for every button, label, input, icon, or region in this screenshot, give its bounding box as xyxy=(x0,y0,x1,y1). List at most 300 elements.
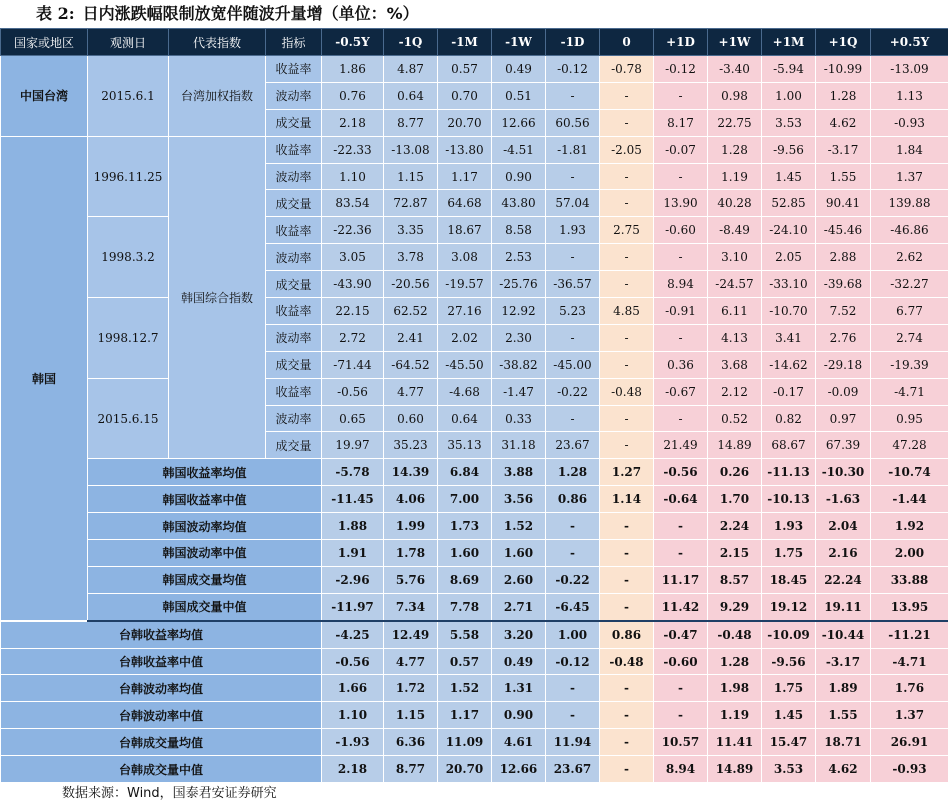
metric-cell: 成交量 xyxy=(266,190,322,217)
value-cell: -0.60 xyxy=(654,648,708,675)
value-cell: 11.09 xyxy=(438,729,492,756)
value-cell: 4.87 xyxy=(384,56,438,83)
date-cell: 2015.6.15 xyxy=(88,378,169,459)
value-cell: 0.60 xyxy=(384,405,438,432)
value-cell: 64.68 xyxy=(438,190,492,217)
value-cell: 2.72 xyxy=(322,324,384,351)
value-cell: 1.88 xyxy=(322,513,384,540)
value-cell: 5.76 xyxy=(384,566,438,593)
value-cell: 13.90 xyxy=(654,190,708,217)
value-cell: -0.60 xyxy=(654,217,708,244)
value-cell: 1.27 xyxy=(600,459,654,486)
value-cell: 15.47 xyxy=(762,729,816,756)
value-cell: -64.52 xyxy=(384,351,438,378)
metric-cell: 成交量 xyxy=(266,271,322,298)
value-cell: 20.70 xyxy=(438,756,492,783)
column-header: -1M xyxy=(438,29,492,56)
column-header: +1M xyxy=(762,29,816,56)
value-cell: -0.47 xyxy=(654,621,708,648)
value-cell: -1.93 xyxy=(322,729,384,756)
metric-cell: 波动率 xyxy=(266,163,322,190)
value-cell: -10.44 xyxy=(816,621,871,648)
value-cell: 0.64 xyxy=(438,405,492,432)
value-cell: 57.04 xyxy=(546,190,600,217)
value-cell: 1.93 xyxy=(546,217,600,244)
value-cell: 8.77 xyxy=(384,756,438,783)
value-cell: 1.72 xyxy=(384,675,438,702)
value-cell: - xyxy=(546,244,600,271)
value-cell: 33.88 xyxy=(871,566,948,593)
value-cell: 0.57 xyxy=(438,648,492,675)
value-cell: 2.60 xyxy=(492,566,546,593)
summary-row xyxy=(1,486,948,513)
value-cell: -11.21 xyxy=(871,621,948,648)
value-cell: -45.50 xyxy=(438,351,492,378)
value-cell: - xyxy=(600,675,654,702)
value-cell: 3.53 xyxy=(762,756,816,783)
value-cell: 0.33 xyxy=(492,405,546,432)
value-cell: -9.56 xyxy=(762,648,816,675)
value-cell: 27.16 xyxy=(438,298,492,325)
value-cell: 40.28 xyxy=(708,190,762,217)
value-cell: 2.18 xyxy=(322,109,384,136)
value-cell: 1.31 xyxy=(492,675,546,702)
value-cell: 83.54 xyxy=(322,190,384,217)
metric-cell: 收益率 xyxy=(266,217,322,244)
metric-cell: 波动率 xyxy=(266,324,322,351)
column-header: 国家或地区 xyxy=(1,29,88,56)
value-cell: 6.77 xyxy=(871,298,948,325)
value-cell: 1.15 xyxy=(384,163,438,190)
table-body xyxy=(1,56,948,783)
value-cell: -45.00 xyxy=(546,351,600,378)
value-cell: - xyxy=(600,244,654,271)
value-cell: 1.84 xyxy=(871,136,948,163)
value-cell: 8.94 xyxy=(654,756,708,783)
value-cell: 4.13 xyxy=(708,324,762,351)
country-cell: 韩国 xyxy=(1,136,88,621)
value-cell: -11.97 xyxy=(322,593,384,620)
value-cell: - xyxy=(600,593,654,620)
value-cell: - xyxy=(654,702,708,729)
value-cell: 3.56 xyxy=(492,486,546,513)
metric-cell: 波动率 xyxy=(266,405,322,432)
value-cell: 4.62 xyxy=(816,109,871,136)
value-cell: -1.63 xyxy=(816,486,871,513)
value-cell: 14.89 xyxy=(708,756,762,783)
value-cell: 0.95 xyxy=(871,405,948,432)
value-cell: 1.45 xyxy=(762,163,816,190)
value-cell: -10.30 xyxy=(816,459,871,486)
value-cell: 10.57 xyxy=(654,729,708,756)
value-cell: -25.76 xyxy=(492,271,546,298)
value-cell: 7.00 xyxy=(438,486,492,513)
value-cell: - xyxy=(600,405,654,432)
value-cell: -5.78 xyxy=(322,459,384,486)
value-cell: -10.70 xyxy=(762,298,816,325)
date-cell: 1996.11.25 xyxy=(88,136,169,217)
value-cell: - xyxy=(546,702,600,729)
value-cell: -45.46 xyxy=(816,217,871,244)
value-cell: - xyxy=(654,405,708,432)
value-cell: -0.22 xyxy=(546,566,600,593)
value-cell: -0.93 xyxy=(871,756,948,783)
summary-label: 台韩成交量均值 xyxy=(1,729,322,756)
summary-row xyxy=(1,593,948,620)
value-cell: -6.45 xyxy=(546,593,600,620)
value-cell: 7.34 xyxy=(384,593,438,620)
value-cell: 3.10 xyxy=(708,244,762,271)
value-cell: - xyxy=(546,675,600,702)
value-cell: 2.71 xyxy=(492,593,546,620)
value-cell: -5.94 xyxy=(762,56,816,83)
value-cell: 0.51 xyxy=(492,82,546,109)
value-cell: - xyxy=(600,324,654,351)
value-cell: 2.62 xyxy=(871,244,948,271)
value-cell: 14.39 xyxy=(384,459,438,486)
value-cell: 1.19 xyxy=(708,702,762,729)
value-cell: -1.81 xyxy=(546,136,600,163)
value-cell: 2.00 xyxy=(871,540,948,567)
value-cell: 2.75 xyxy=(600,217,654,244)
value-cell: 0.57 xyxy=(438,56,492,83)
metric-cell: 成交量 xyxy=(266,109,322,136)
value-cell: -1.47 xyxy=(492,378,546,405)
value-cell: - xyxy=(600,109,654,136)
value-cell: -11.13 xyxy=(762,459,816,486)
value-cell: -71.44 xyxy=(322,351,384,378)
value-cell: -0.09 xyxy=(816,378,871,405)
value-cell: 20.70 xyxy=(438,109,492,136)
value-cell: 4.61 xyxy=(492,729,546,756)
value-cell: 0.90 xyxy=(492,702,546,729)
value-cell: 12.66 xyxy=(492,109,546,136)
value-cell: 1.55 xyxy=(816,163,871,190)
value-cell: 6.36 xyxy=(384,729,438,756)
value-cell: 8.58 xyxy=(492,217,546,244)
summary-label: 台韩成交量中值 xyxy=(1,756,322,783)
value-cell: 1.99 xyxy=(384,513,438,540)
table-row xyxy=(1,56,948,83)
metric-cell: 收益率 xyxy=(266,378,322,405)
summary-label: 韩国收益率中值 xyxy=(88,486,322,513)
value-cell: 1.52 xyxy=(492,513,546,540)
value-cell: 19.11 xyxy=(816,593,871,620)
value-cell: -0.67 xyxy=(654,378,708,405)
value-cell: -10.99 xyxy=(816,56,871,83)
value-cell: - xyxy=(654,513,708,540)
value-cell: 1.89 xyxy=(816,675,871,702)
value-cell: 1.75 xyxy=(762,675,816,702)
column-header: -1W xyxy=(492,29,546,56)
value-cell: 9.29 xyxy=(708,593,762,620)
value-cell: 13.95 xyxy=(871,593,948,620)
value-cell: 2.12 xyxy=(708,378,762,405)
value-cell: 18.71 xyxy=(816,729,871,756)
column-header: 指标 xyxy=(266,29,322,56)
value-cell: 7.52 xyxy=(816,298,871,325)
value-cell: 1.91 xyxy=(322,540,384,567)
value-cell: 43.80 xyxy=(492,190,546,217)
value-cell: 1.17 xyxy=(438,163,492,190)
metric-cell: 波动率 xyxy=(266,82,322,109)
table-title-text: 日内涨跌幅限制放宽伴随波升量增（单位：%） xyxy=(82,4,419,23)
value-cell: 4.62 xyxy=(816,756,871,783)
value-cell: -4.71 xyxy=(871,378,948,405)
value-cell: 2.74 xyxy=(871,324,948,351)
summary-row xyxy=(1,756,948,783)
value-cell: -3.17 xyxy=(816,136,871,163)
value-cell: -0.91 xyxy=(654,298,708,325)
table-title xyxy=(36,0,419,28)
value-cell: - xyxy=(600,513,654,540)
country-cell: 中国台湾 xyxy=(1,56,88,137)
value-cell: 8.94 xyxy=(654,271,708,298)
value-cell: 68.67 xyxy=(762,432,816,459)
value-cell: 6.11 xyxy=(708,298,762,325)
value-cell: -3.17 xyxy=(816,648,871,675)
value-cell: -39.68 xyxy=(816,271,871,298)
value-cell: -2.96 xyxy=(322,566,384,593)
value-cell: - xyxy=(600,540,654,567)
value-cell: 8.69 xyxy=(438,566,492,593)
value-cell: 1.28 xyxy=(816,82,871,109)
value-cell: -8.49 xyxy=(708,217,762,244)
value-cell: - xyxy=(600,729,654,756)
value-cell: 12.92 xyxy=(492,298,546,325)
column-header: +1W xyxy=(708,29,762,56)
date-cell: 1998.3.2 xyxy=(88,217,169,298)
value-cell: -29.18 xyxy=(816,351,871,378)
value-cell: 35.23 xyxy=(384,432,438,459)
value-cell: 0.36 xyxy=(654,351,708,378)
value-cell: 11.94 xyxy=(546,729,600,756)
value-cell: 18.45 xyxy=(762,566,816,593)
header-row xyxy=(1,29,948,56)
value-cell: 1.10 xyxy=(322,702,384,729)
metric-cell: 收益率 xyxy=(266,136,322,163)
value-cell: -33.10 xyxy=(762,271,816,298)
value-cell: 8.77 xyxy=(384,109,438,136)
value-cell: -22.33 xyxy=(322,136,384,163)
value-cell: 1.55 xyxy=(816,702,871,729)
summary-label: 韩国波动率均值 xyxy=(88,513,322,540)
value-cell: 72.87 xyxy=(384,190,438,217)
value-cell: - xyxy=(600,432,654,459)
value-cell: -22.36 xyxy=(322,217,384,244)
value-cell: 2.24 xyxy=(708,513,762,540)
value-cell: 22.75 xyxy=(708,109,762,136)
value-cell: 1.75 xyxy=(762,540,816,567)
value-cell: -4.51 xyxy=(492,136,546,163)
value-cell: 1.66 xyxy=(322,675,384,702)
table-row xyxy=(1,378,948,405)
value-cell: 14.89 xyxy=(708,432,762,459)
value-cell: -36.57 xyxy=(546,271,600,298)
value-cell: - xyxy=(600,271,654,298)
value-cell: 1.28 xyxy=(708,136,762,163)
value-cell: 11.17 xyxy=(654,566,708,593)
value-cell: 62.52 xyxy=(384,298,438,325)
value-cell: - xyxy=(600,566,654,593)
value-cell: 1.13 xyxy=(871,82,948,109)
value-cell: 1.37 xyxy=(871,702,948,729)
value-cell: 1.86 xyxy=(322,56,384,83)
value-cell: 2.41 xyxy=(384,324,438,351)
value-cell: -4.68 xyxy=(438,378,492,405)
value-cell: -0.12 xyxy=(654,56,708,83)
value-cell: 3.05 xyxy=(322,244,384,271)
summary-label: 台韩波动率均值 xyxy=(1,675,322,702)
value-cell: -0.12 xyxy=(546,648,600,675)
value-cell: 2.76 xyxy=(816,324,871,351)
summary-row xyxy=(1,513,948,540)
value-cell: - xyxy=(546,405,600,432)
summary-label: 台韩收益率中值 xyxy=(1,648,322,675)
column-header: 观测日 xyxy=(88,29,169,56)
value-cell: - xyxy=(654,82,708,109)
value-cell: - xyxy=(654,244,708,271)
value-cell: -10.13 xyxy=(762,486,816,513)
value-cell: -4.71 xyxy=(871,648,948,675)
value-cell: 1.19 xyxy=(708,163,762,190)
value-cell: 1.45 xyxy=(762,702,816,729)
value-cell: -43.90 xyxy=(322,271,384,298)
value-cell: 2.05 xyxy=(762,244,816,271)
value-cell: -20.56 xyxy=(384,271,438,298)
metric-cell: 成交量 xyxy=(266,432,322,459)
value-cell: -0.56 xyxy=(322,378,384,405)
value-cell: 1.98 xyxy=(708,675,762,702)
summary-row xyxy=(1,621,948,648)
value-cell: 0.98 xyxy=(708,82,762,109)
value-cell: 7.78 xyxy=(438,593,492,620)
value-cell: 139.88 xyxy=(871,190,948,217)
value-cell: 2.30 xyxy=(492,324,546,351)
value-cell: 18.67 xyxy=(438,217,492,244)
value-cell: - xyxy=(654,540,708,567)
value-cell: 1.76 xyxy=(871,675,948,702)
value-cell: - xyxy=(546,163,600,190)
value-cell: - xyxy=(654,675,708,702)
value-cell: 0.97 xyxy=(816,405,871,432)
value-cell: -3.40 xyxy=(708,56,762,83)
value-cell: -4.25 xyxy=(322,621,384,648)
value-cell: 0.65 xyxy=(322,405,384,432)
value-cell: - xyxy=(546,82,600,109)
value-cell: 0.76 xyxy=(322,82,384,109)
value-cell: 3.78 xyxy=(384,244,438,271)
column-header: 0 xyxy=(600,29,654,56)
value-cell: 1.10 xyxy=(322,163,384,190)
value-cell: 1.14 xyxy=(600,486,654,513)
value-cell: -0.48 xyxy=(708,621,762,648)
value-cell: -0.78 xyxy=(600,56,654,83)
value-cell: - xyxy=(600,702,654,729)
value-cell: 5.23 xyxy=(546,298,600,325)
value-cell: -38.82 xyxy=(492,351,546,378)
value-cell: 8.17 xyxy=(654,109,708,136)
value-cell: 4.06 xyxy=(384,486,438,513)
value-cell: 1.37 xyxy=(871,163,948,190)
value-cell: 5.58 xyxy=(438,621,492,648)
value-cell: - xyxy=(600,190,654,217)
value-cell: - xyxy=(654,324,708,351)
value-cell: -19.39 xyxy=(871,351,948,378)
table-row xyxy=(1,217,948,244)
value-cell: 19.97 xyxy=(322,432,384,459)
value-cell: 52.85 xyxy=(762,190,816,217)
metric-cell: 波动率 xyxy=(266,244,322,271)
value-cell: 0.49 xyxy=(492,648,546,675)
value-cell: - xyxy=(546,513,600,540)
value-cell: 22.24 xyxy=(816,566,871,593)
summary-row xyxy=(1,566,948,593)
value-cell: -0.93 xyxy=(871,109,948,136)
data-table-container xyxy=(0,28,948,783)
value-cell: 3.53 xyxy=(762,109,816,136)
value-cell: 2.04 xyxy=(816,513,871,540)
value-cell: 3.68 xyxy=(708,351,762,378)
value-cell: 3.35 xyxy=(384,217,438,244)
value-cell: 1.15 xyxy=(384,702,438,729)
index-cell: 韩国综合指数 xyxy=(169,136,266,459)
value-cell: 12.49 xyxy=(384,621,438,648)
value-cell: 1.17 xyxy=(438,702,492,729)
value-cell: 23.67 xyxy=(546,432,600,459)
value-cell: 1.78 xyxy=(384,540,438,567)
value-cell: - xyxy=(600,82,654,109)
summary-row xyxy=(1,675,948,702)
value-cell: 12.66 xyxy=(492,756,546,783)
value-cell: 1.00 xyxy=(762,82,816,109)
column-header: -1Q xyxy=(384,29,438,56)
date-cell: 2015.6.1 xyxy=(88,56,169,137)
value-cell: -13.80 xyxy=(438,136,492,163)
value-cell: 1.93 xyxy=(762,513,816,540)
value-cell: 8.57 xyxy=(708,566,762,593)
index-cell: 台湾加权指数 xyxy=(169,56,266,137)
value-cell: 60.56 xyxy=(546,109,600,136)
value-cell: 0.86 xyxy=(546,486,600,513)
value-cell: -14.62 xyxy=(762,351,816,378)
value-cell: 47.28 xyxy=(871,432,948,459)
value-cell: -0.17 xyxy=(762,378,816,405)
metric-cell: 收益率 xyxy=(266,298,322,325)
value-cell: 4.85 xyxy=(600,298,654,325)
value-cell: -9.56 xyxy=(762,136,816,163)
value-cell: 11.42 xyxy=(654,593,708,620)
value-cell: 1.52 xyxy=(438,675,492,702)
date-cell: 1998.12.7 xyxy=(88,298,169,379)
value-cell: -11.45 xyxy=(322,486,384,513)
metric-cell: 成交量 xyxy=(266,351,322,378)
summary-label: 韩国波动率中值 xyxy=(88,540,322,567)
value-cell: -0.64 xyxy=(654,486,708,513)
value-cell: 6.84 xyxy=(438,459,492,486)
value-cell: 0.64 xyxy=(384,82,438,109)
summary-label: 台韩收益率均值 xyxy=(1,621,322,648)
value-cell: -0.12 xyxy=(546,56,600,83)
value-cell: -2.05 xyxy=(600,136,654,163)
value-cell: 2.18 xyxy=(322,756,384,783)
value-cell: 2.02 xyxy=(438,324,492,351)
value-cell: -46.86 xyxy=(871,217,948,244)
column-header: +0.5Y xyxy=(871,29,948,56)
value-cell: 2.16 xyxy=(816,540,871,567)
value-cell: -0.56 xyxy=(322,648,384,675)
table-number: 表 2: xyxy=(36,4,75,23)
